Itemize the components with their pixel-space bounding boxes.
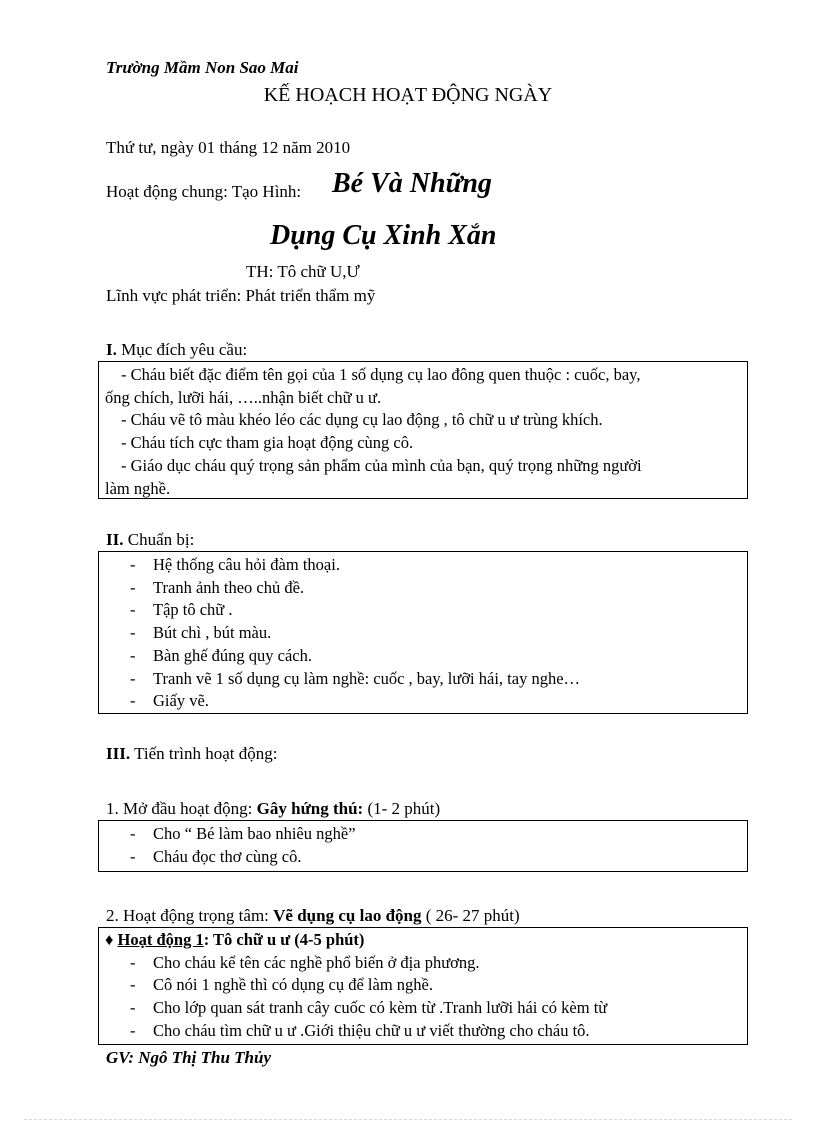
section-1-number: I. (106, 340, 117, 359)
dash-icon: - (130, 1020, 136, 1040)
list-item-text: Cho cháu kể tên các nghề phổ biến ở địa phương. (153, 952, 480, 972)
part-2-box (98, 927, 748, 1045)
part-1-box (98, 820, 748, 872)
dash-icon: - (130, 577, 136, 597)
list-item-text: Cho lớp quan sát tranh cây cuốc có kèm từ .Tranh lưỡi hái có kèm từ (153, 998, 608, 1018)
dash-icon: - (130, 975, 136, 995)
activity-title-line-1: Bé Và Những (332, 168, 492, 199)
section-3-heading (106, 744, 277, 764)
list-item (99, 554, 747, 577)
section-2-box (98, 551, 748, 714)
dash-icon: - (130, 555, 136, 574)
list-item (99, 823, 747, 846)
subtopic-line: TH: Tô chữ U,Ư (246, 262, 360, 281)
teacher-signature: GV: Ngô Thị Thu Thủy (106, 1048, 271, 1067)
activity-1-title: : Tô chữ u ư (4-5 phút) (203, 930, 365, 949)
dash-icon: - (130, 645, 136, 665)
list-item (99, 668, 747, 691)
list-item (99, 952, 747, 975)
page-title: KẾ HOẠCH HOẠT ĐỘNG NGÀY (263, 84, 553, 106)
list-item-text: Cho “ Bé làm bao nhiêu nghề” (153, 824, 356, 843)
list-item (99, 645, 747, 668)
dash-icon: - (130, 691, 136, 711)
list-item-text: Bút chì , bút màu. (153, 623, 272, 643)
goal-line: - Cháu biết đặc điểm tên gọi của 1 số dụng cụ lao đông quen thuộc : cuốc, bay, (121, 365, 641, 384)
date-line: Thứ tư, ngày 01 tháng 12 năm 2010 (106, 138, 351, 157)
activity-title-line-2: Dụng Cụ Xinh Xắn (270, 220, 497, 251)
section-1-box (98, 361, 748, 499)
activity-1-heading (99, 929, 747, 952)
list-item-text: Cháu đọc thơ cùng cô. (153, 846, 302, 866)
page-bottom-divider (24, 1119, 792, 1120)
diamond-icon: ♦ (105, 930, 114, 949)
goal-line: làm nghề. (105, 478, 171, 498)
part-2-title: 2. Hoạt động trọng tâm: (106, 906, 269, 925)
part-1-duration: (1- 2 phút) (367, 799, 441, 818)
list-item-text: Giấy vẽ. (153, 691, 209, 711)
school-name: Trường Mầm Non Sao Mai (106, 58, 299, 77)
list-item-text: Bàn ghế đúng quy cách. (153, 645, 312, 665)
dash-icon: - (130, 623, 136, 643)
list-item (99, 974, 747, 997)
section-2-title: Chuẩn bị: (127, 530, 195, 549)
list-item (99, 599, 747, 622)
dash-icon: - (130, 824, 136, 843)
goal-line: - Cháu vẽ tô màu khéo léo các dụng cụ lao động , tô chữ u ư trùng khích. (121, 410, 603, 430)
list-item (99, 997, 747, 1020)
development-field: Lĩnh vực phát triển: Phát triển thẩm mỹ (106, 286, 376, 305)
section-2-heading (106, 530, 194, 550)
list-item-text: Tranh ảnh theo chủ đề. (153, 577, 305, 597)
part-2-heading (106, 906, 520, 926)
activity-1-label: Hoạt động 1 (117, 930, 204, 949)
goal-line: - Giáo dục cháu quý trọng sản phẩm của mình của bạn, quý trọng những người (121, 455, 642, 475)
list-item (99, 622, 747, 645)
goal-line: - Cháu tích cực tham gia hoạt động cùng cô. (121, 433, 414, 453)
list-item-text: Cô nói 1 nghề thì có dụng cụ để làm nghề. (153, 975, 433, 995)
list-item (99, 690, 747, 713)
dash-icon: - (130, 846, 136, 866)
list-item-text: Hệ thống câu hỏi đàm thoại. (153, 555, 340, 574)
list-item-text: Tập tô chữ . (153, 600, 233, 620)
section-1-heading (106, 340, 247, 360)
list-item (99, 1020, 747, 1043)
part-1-subtitle: Gây hứng thú: (256, 799, 364, 818)
list-item-text: Cho cháu tìm chữ u ư .Giới thiệu chữ u ư viết thường cho cháu tô. (153, 1020, 590, 1040)
dash-icon: - (130, 600, 136, 620)
goal-line: ống chích, lưỡi hái, …..nhận biết chữ u ư. (105, 387, 382, 407)
dash-icon: - (130, 668, 136, 688)
part-1-title: 1. Mở đầu hoạt động: (106, 799, 253, 818)
dash-icon: - (130, 998, 136, 1018)
list-item (99, 846, 747, 869)
section-2-number: II. (106, 530, 124, 549)
section-1-title: Mục đích yêu cầu: (121, 340, 248, 359)
part-2-duration: ( 26- 27 phút) (425, 906, 520, 925)
part-2-subtitle: Vẽ dụng cụ lao động (273, 906, 422, 925)
activity-prefix: Hoạt động chung: Tạo Hình: (106, 182, 302, 201)
dash-icon: - (130, 952, 136, 972)
list-item-text: Tranh vẽ 1 số dụng cụ làm nghề: cuốc , bay, lưỡi hái, tay nghe… (153, 668, 581, 688)
part-1-heading (106, 799, 440, 819)
list-item (99, 577, 747, 600)
section-3-number: III. (106, 744, 131, 763)
section-3-title: Tiến trình hoạt động: (134, 744, 278, 763)
